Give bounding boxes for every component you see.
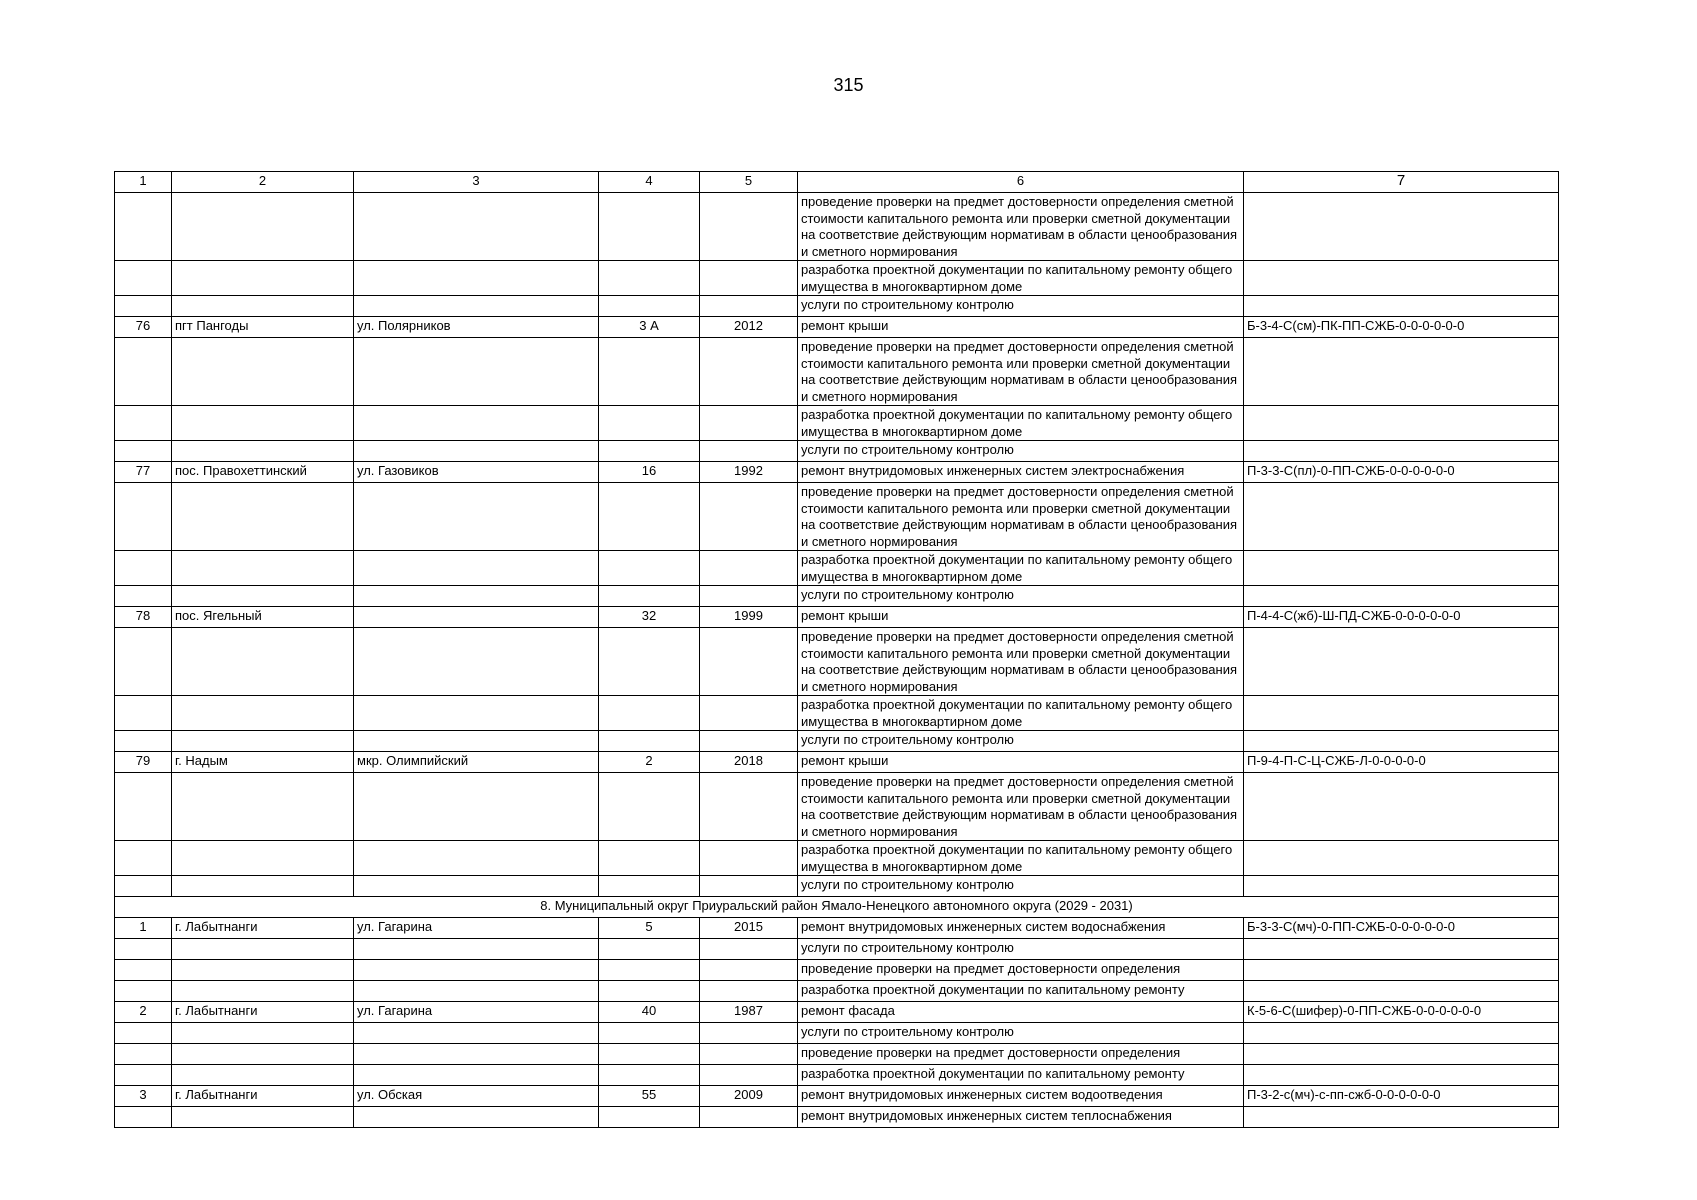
table-row	[115, 406, 1559, 441]
table-row	[115, 773, 1559, 841]
cell-building-code	[1244, 981, 1559, 1002]
cell-settlement: г. Лабытнанги	[172, 1002, 354, 1023]
cell-work-type: проведение проверки на предмет достоверности определения сметной стоимости капитального ремонта или проверки сметной документации на соответствие действующим нормативам в области ценообразования и сметного нормирования	[798, 483, 1244, 551]
cell-settlement	[172, 841, 354, 876]
work-type-text: услуги по строительному контролю	[801, 587, 1014, 602]
cell-settlement	[172, 483, 354, 551]
cell-street	[354, 1065, 599, 1086]
table-row	[115, 841, 1559, 876]
header-cell-4: 4	[599, 172, 700, 193]
table-row	[115, 462, 1559, 483]
cell-house-number	[599, 696, 700, 731]
cell-building-code	[1244, 1065, 1559, 1086]
section-title: 8. Муниципальный округ Приуральский район Ямало-Ненецкого автономного округа (2029 - 2031)	[115, 897, 1559, 918]
cell-row-number	[115, 1044, 172, 1065]
page-number: 315	[833, 75, 864, 95]
cell-street	[354, 731, 599, 752]
cell-street	[354, 960, 599, 981]
cell-building-code	[1244, 483, 1559, 551]
cell-settlement	[172, 1107, 354, 1128]
cell-work-type	[798, 981, 1244, 1002]
cell-year-built	[700, 338, 798, 406]
cell-year-built	[700, 551, 798, 586]
cell-street	[354, 441, 599, 462]
section-header-row	[115, 897, 1559, 918]
header-cell-2: 2	[172, 172, 354, 193]
cell-work-type: проведение проверки на предмет достоверности определения сметной стоимости капитального ремонта или проверки сметной документации на соответствие действующим нормативам в области ценообразования и сметного нормирования	[798, 628, 1244, 696]
table-row	[115, 1107, 1559, 1128]
cell-street	[354, 1107, 599, 1128]
cell-year-built	[700, 696, 798, 731]
cell-row-number	[115, 696, 172, 731]
cell-building-code	[1244, 696, 1559, 731]
cell-settlement	[172, 193, 354, 261]
table-row	[115, 1065, 1559, 1086]
table-row	[115, 1002, 1559, 1023]
cell-settlement	[172, 338, 354, 406]
cell-street	[354, 773, 599, 841]
cell-row-number: 79	[115, 752, 172, 773]
table-row	[115, 981, 1559, 1002]
cell-building-code	[1244, 628, 1559, 696]
cell-house-number	[599, 193, 700, 261]
cell-house-number	[599, 628, 700, 696]
cell-year-built	[700, 193, 798, 261]
cell-building-code	[1244, 876, 1559, 897]
cell-year-built: 1992	[700, 462, 798, 483]
cell-house-number	[599, 551, 700, 586]
cell-work-type	[798, 317, 1244, 338]
cell-settlement: пос. Правохеттинский	[172, 462, 354, 483]
cell-work-type	[798, 960, 1244, 981]
work-type-text: ремонт крыши	[801, 608, 889, 623]
table-row	[115, 1023, 1559, 1044]
work-type-text: проведение проверки на предмет достоверности определения	[801, 961, 1181, 976]
cell-street	[354, 696, 599, 731]
cell-house-number	[599, 1023, 700, 1044]
cell-building-code: П-3-2-с(мч)-с-пп-сжб-0-0-0-0-0-0	[1244, 1086, 1559, 1107]
cell-year-built	[700, 296, 798, 317]
cell-row-number: 1	[115, 918, 172, 939]
cell-house-number	[599, 586, 700, 607]
cell-street	[354, 483, 599, 551]
cell-work-type	[798, 752, 1244, 773]
table-row	[115, 876, 1559, 897]
cell-building-code: Б-3-3-С(мч)-0-ПП-СЖБ-0-0-0-0-0-0	[1244, 918, 1559, 939]
cell-settlement	[172, 296, 354, 317]
cell-row-number	[115, 1065, 172, 1086]
cell-building-code: П-9-4-П-С-Ц-СЖБ-Л-0-0-0-0-0	[1244, 752, 1559, 773]
cell-settlement	[172, 1065, 354, 1086]
cell-work-type: проведение проверки на предмет достоверности определения сметной стоимости капитального ремонта или проверки сметной документации на соответствие действующим нормативам в области ценообразования и сметного нормирования	[798, 338, 1244, 406]
cell-row-number	[115, 841, 172, 876]
cell-house-number	[599, 261, 700, 296]
cell-year-built: 2012	[700, 317, 798, 338]
table-body	[115, 172, 1559, 1128]
cell-building-code	[1244, 939, 1559, 960]
cell-year-built: 2009	[700, 1086, 798, 1107]
work-type-text: услуги по строительному контролю	[801, 297, 1014, 312]
cell-house-number	[599, 773, 700, 841]
cell-building-code	[1244, 586, 1559, 607]
table-header-row	[115, 172, 1559, 193]
cell-house-number	[599, 406, 700, 441]
cell-settlement	[172, 261, 354, 296]
cell-street	[354, 586, 599, 607]
cell-settlement	[172, 406, 354, 441]
cell-building-code	[1244, 406, 1559, 441]
cell-row-number	[115, 296, 172, 317]
cell-work-type: разработка проектной документации по капитальному ремонту общего имущества в многоквартирном доме	[798, 406, 1244, 441]
cell-house-number: 55	[599, 1086, 700, 1107]
cell-row-number	[115, 483, 172, 551]
header-cell-5: 5	[700, 172, 798, 193]
cell-work-type: разработка проектной документации по капитальному ремонту общего имущества в многоквартирном доме	[798, 841, 1244, 876]
cell-building-code	[1244, 296, 1559, 317]
cell-street	[354, 841, 599, 876]
cell-work-type	[798, 586, 1244, 607]
work-type-text: ремонт фасада	[801, 1003, 895, 1018]
cell-settlement	[172, 696, 354, 731]
cell-year-built	[700, 1107, 798, 1128]
cell-house-number: 2	[599, 752, 700, 773]
cell-building-code: П-4-4-С(жб)-Ш-ПД-СЖБ-0-0-0-0-0-0	[1244, 607, 1559, 628]
cell-work-type	[798, 462, 1244, 483]
cell-building-code	[1244, 441, 1559, 462]
work-type-text: ремонт внутридомовых инженерных систем теплоснабжения	[801, 1108, 1172, 1123]
cell-row-number: 76	[115, 317, 172, 338]
cell-row-number	[115, 939, 172, 960]
cell-settlement	[172, 551, 354, 586]
cell-work-type	[798, 441, 1244, 462]
cell-row-number	[115, 551, 172, 586]
cell-settlement: г. Надым	[172, 752, 354, 773]
cell-building-code	[1244, 731, 1559, 752]
cell-house-number: 40	[599, 1002, 700, 1023]
cell-street	[354, 193, 599, 261]
table-row	[115, 939, 1559, 960]
cell-settlement	[172, 960, 354, 981]
cell-year-built	[700, 483, 798, 551]
cell-house-number	[599, 960, 700, 981]
cell-year-built	[700, 441, 798, 462]
cell-year-built	[700, 773, 798, 841]
cell-row-number	[115, 1107, 172, 1128]
header-cell-6: 6	[798, 172, 1244, 193]
cell-row-number: 77	[115, 462, 172, 483]
cell-year-built	[700, 876, 798, 897]
work-type-text: ремонт крыши	[801, 318, 889, 333]
table-row	[115, 296, 1559, 317]
table-row	[115, 1044, 1559, 1065]
capital-repair-table	[114, 171, 1559, 1128]
cell-row-number	[115, 960, 172, 981]
header-cell-7: 7	[1244, 172, 1559, 193]
work-type-text: услуги по строительному контролю	[801, 732, 1014, 747]
table-row	[115, 317, 1559, 338]
cell-year-built: 2015	[700, 918, 798, 939]
cell-building-code	[1244, 261, 1559, 296]
cell-house-number	[599, 1065, 700, 1086]
table-row	[115, 731, 1559, 752]
cell-row-number	[115, 773, 172, 841]
cell-year-built	[700, 1044, 798, 1065]
cell-building-code	[1244, 1044, 1559, 1065]
cell-work-type	[798, 1023, 1244, 1044]
cell-row-number: 3	[115, 1086, 172, 1107]
cell-work-type	[798, 918, 1244, 939]
cell-work-type	[798, 1044, 1244, 1065]
table-row	[115, 483, 1559, 551]
cell-house-number	[599, 296, 700, 317]
cell-house-number	[599, 1044, 700, 1065]
table-row	[115, 960, 1559, 981]
cell-street	[354, 261, 599, 296]
table-row	[115, 1086, 1559, 1107]
cell-year-built	[700, 841, 798, 876]
cell-street	[354, 338, 599, 406]
cell-row-number	[115, 406, 172, 441]
cell-row-number	[115, 731, 172, 752]
cell-house-number	[599, 841, 700, 876]
cell-year-built	[700, 1065, 798, 1086]
cell-street	[354, 296, 599, 317]
cell-street	[354, 876, 599, 897]
cell-row-number	[115, 981, 172, 1002]
cell-work-type	[798, 1065, 1244, 1086]
cell-year-built	[700, 1023, 798, 1044]
cell-work-type	[798, 1002, 1244, 1023]
cell-house-number	[599, 1107, 700, 1128]
cell-street	[354, 981, 599, 1002]
cell-building-code: Б-3-4-С(см)-ПК-ПП-СЖБ-0-0-0-0-0-0	[1244, 317, 1559, 338]
cell-settlement: г. Лабытнанги	[172, 1086, 354, 1107]
cell-house-number	[599, 876, 700, 897]
cell-street	[354, 1044, 599, 1065]
cell-street	[354, 551, 599, 586]
cell-row-number	[115, 876, 172, 897]
cell-year-built	[700, 586, 798, 607]
table-row	[115, 441, 1559, 462]
work-type-text: разработка проектной документации по капитальному ремонту	[801, 982, 1185, 997]
cell-work-type: проведение проверки на предмет достоверности определения сметной стоимости капитального ремонта или проверки сметной документации на соответствие действующим нормативам в области ценообразования и сметного нормирования	[798, 773, 1244, 841]
table-row	[115, 261, 1559, 296]
cell-year-built	[700, 406, 798, 441]
cell-house-number	[599, 731, 700, 752]
cell-row-number	[115, 441, 172, 462]
cell-street: ул. Обская	[354, 1086, 599, 1107]
cell-settlement	[172, 1023, 354, 1044]
cell-row-number	[115, 261, 172, 296]
cell-street	[354, 628, 599, 696]
cell-house-number	[599, 483, 700, 551]
header-cell-1: 1	[115, 172, 172, 193]
cell-street	[354, 607, 599, 628]
cell-year-built	[700, 261, 798, 296]
cell-work-type	[798, 607, 1244, 628]
cell-settlement: пос. Ягельный	[172, 607, 354, 628]
cell-year-built: 1999	[700, 607, 798, 628]
table-row	[115, 752, 1559, 773]
work-type-text: проведение проверки на предмет достоверности определения	[801, 1045, 1181, 1060]
work-type-text: ремонт внутридомовых инженерных систем водоотведения	[801, 1087, 1163, 1102]
cell-year-built	[700, 731, 798, 752]
cell-building-code: К-5-6-С(шифер)-0-ПП-СЖБ-0-0-0-0-0-0	[1244, 1002, 1559, 1023]
work-type-text: услуги по строительному контролю	[801, 1024, 1014, 1039]
table-row	[115, 628, 1559, 696]
cell-building-code	[1244, 551, 1559, 586]
work-type-text: ремонт внутридомовых инженерных систем электроснабжения	[801, 463, 1185, 478]
work-type-text: услуги по строительному контролю	[801, 940, 1014, 955]
cell-building-code: П-3-3-С(пл)-0-ПП-СЖБ-0-0-0-0-0-0	[1244, 462, 1559, 483]
cell-settlement: пгт Пангоды	[172, 317, 354, 338]
cell-settlement	[172, 441, 354, 462]
cell-row-number	[115, 628, 172, 696]
cell-house-number	[599, 981, 700, 1002]
cell-work-type	[798, 876, 1244, 897]
work-type-text: разработка проектной документации по капитальному ремонту	[801, 1066, 1185, 1081]
cell-building-code	[1244, 338, 1559, 406]
cell-year-built	[700, 981, 798, 1002]
cell-street	[354, 939, 599, 960]
table-row	[115, 551, 1559, 586]
cell-settlement: г. Лабытнанги	[172, 918, 354, 939]
cell-building-code	[1244, 1023, 1559, 1044]
work-type-text: услуги по строительному контролю	[801, 877, 1014, 892]
cell-work-type: проведение проверки на предмет достоверности определения сметной стоимости капитального ремонта или проверки сметной документации на соответствие действующим нормативам в области ценообразования и сметного нормирования	[798, 193, 1244, 261]
cell-work-type: разработка проектной документации по капитальному ремонту общего имущества в многоквартирном доме	[798, 261, 1244, 296]
cell-house-number	[599, 939, 700, 960]
cell-house-number: 32	[599, 607, 700, 628]
cell-work-type	[798, 731, 1244, 752]
table-row	[115, 696, 1559, 731]
cell-building-code	[1244, 1107, 1559, 1128]
table-row	[115, 586, 1559, 607]
cell-building-code	[1244, 193, 1559, 261]
cell-year-built	[700, 939, 798, 960]
cell-row-number	[115, 338, 172, 406]
cell-house-number	[599, 441, 700, 462]
cell-street	[354, 1023, 599, 1044]
cell-street: ул. Полярников	[354, 317, 599, 338]
cell-settlement	[172, 586, 354, 607]
table-row	[115, 338, 1559, 406]
work-type-text: ремонт внутридомовых инженерных систем водоснабжения	[801, 919, 1166, 934]
table-row	[115, 607, 1559, 628]
table-row	[115, 918, 1559, 939]
cell-street: ул. Газовиков	[354, 462, 599, 483]
cell-work-type	[798, 939, 1244, 960]
cell-year-built: 2018	[700, 752, 798, 773]
cell-street: ул. Гагарина	[354, 1002, 599, 1023]
cell-settlement	[172, 981, 354, 1002]
cell-year-built	[700, 960, 798, 981]
work-type-text: ремонт крыши	[801, 753, 889, 768]
cell-building-code	[1244, 773, 1559, 841]
cell-settlement	[172, 876, 354, 897]
cell-street: ул. Гагарина	[354, 918, 599, 939]
cell-row-number	[115, 586, 172, 607]
cell-row-number	[115, 193, 172, 261]
table-row	[115, 193, 1559, 261]
cell-street	[354, 406, 599, 441]
header-cell-3: 3	[354, 172, 599, 193]
cell-settlement	[172, 628, 354, 696]
cell-settlement	[172, 939, 354, 960]
cell-house-number: 3 А	[599, 317, 700, 338]
cell-settlement	[172, 731, 354, 752]
cell-year-built	[700, 628, 798, 696]
cell-work-type: разработка проектной документации по капитальному ремонту общего имущества в многоквартирном доме	[798, 551, 1244, 586]
cell-building-code	[1244, 960, 1559, 981]
cell-house-number: 16	[599, 462, 700, 483]
cell-building-code	[1244, 841, 1559, 876]
cell-year-built: 1987	[700, 1002, 798, 1023]
cell-settlement	[172, 773, 354, 841]
cell-work-type	[798, 296, 1244, 317]
cell-work-type: разработка проектной документации по капитальному ремонту общего имущества в многоквартирном доме	[798, 696, 1244, 731]
cell-work-type	[798, 1086, 1244, 1107]
cell-settlement	[172, 1044, 354, 1065]
work-type-text: услуги по строительному контролю	[801, 442, 1014, 457]
cell-row-number: 78	[115, 607, 172, 628]
cell-street: мкр. Олимпийский	[354, 752, 599, 773]
cell-house-number	[599, 338, 700, 406]
cell-row-number: 2	[115, 1002, 172, 1023]
cell-row-number	[115, 1023, 172, 1044]
cell-house-number: 5	[599, 918, 700, 939]
cell-work-type	[798, 1107, 1244, 1128]
